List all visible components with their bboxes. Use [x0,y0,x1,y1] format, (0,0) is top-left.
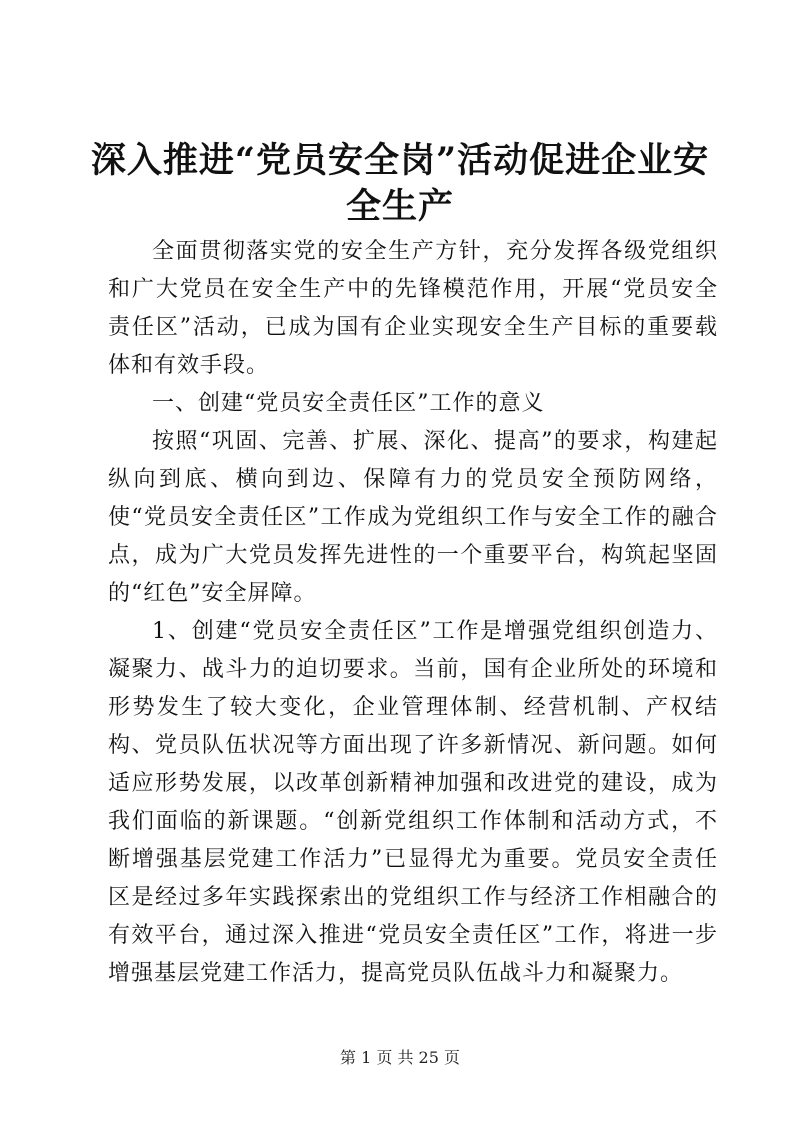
document-title: 深入推进“党员安全岗”活动促进企业安全生产 [90,140,710,227]
document-body [108,233,718,993]
paragraph-point-1: 1、创建“党员安全责任区”工作是增强党组织创造力、凝聚力、战斗力的迫切要求。当前，国有企业所处的环境和形势发生了较大变化，企业管理体制、经营机制、产权结构、党员队伍状况等方面出现了许多新情况、新问题。如何适应形势发展，以改革创新精神加强和改进党的建设，成为我们面临的新课题。“创新党组织工作体制和活动方式，不断增强基层党建工作活力”已显得尤为重要。党员安全责任区是经过多年实践探索出的党组织工作与经济工作相融合的有效平台，通过深入推进“党员安全责任区”工作，将进一步增强基层党建工作活力，提高党员队伍战斗力和凝聚力。 [108,619,718,986]
section-heading: 一、创建“党员安全责任区”工作的意义 [152,391,545,416]
page-number-footer: 第 1 页 共 25 页 [340,1048,460,1067]
paragraph-significance: 按照“巩固、完善、扩展、深化、提高”的要求，构建起纵向到底、横向到边、保障有力的党员安全预防网络，使“党员安全责任区”工作成为党组织工作与安全工作的融合点，成为广大党员发挥先进性的一个重要平台，构筑起坚固的“红色”安全屏障。 [108,429,718,606]
paragraph-intro: 全面贯彻落实党的安全生产方针，充分发挥各级党组织和广大党员在安全生产中的先锋模范作用，开展“党员安全责任区”活动，已成为国有企业实现安全生产目标的重要载体和有效手段。 [108,239,718,378]
